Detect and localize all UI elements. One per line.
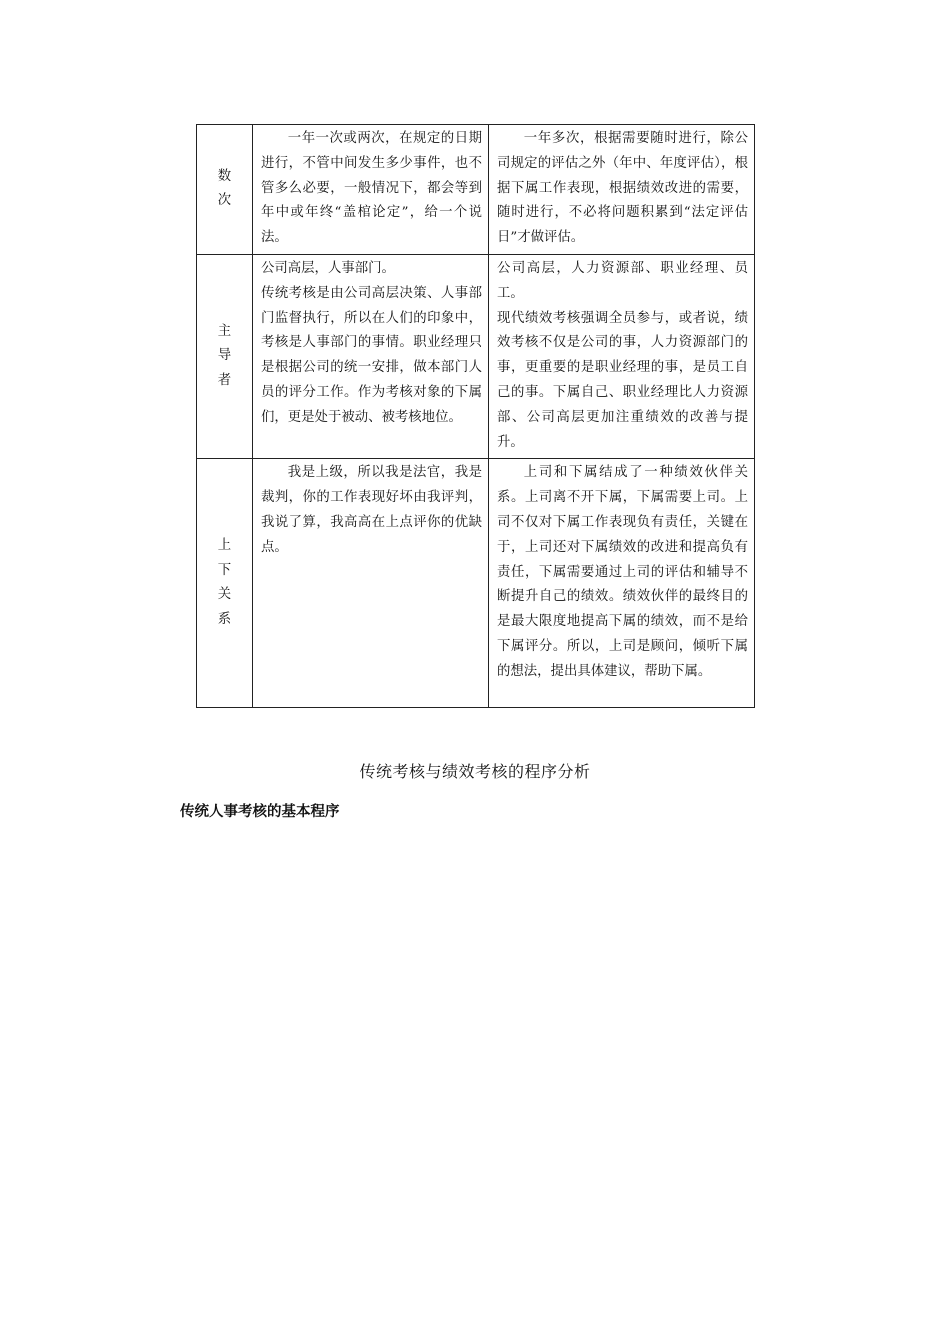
performance-relationship-text: 上司和下属结成了一种绩效伙伴关系。上司离不开下属，下属需要上司。上司不仅对下属工作表现负有责任，关键在于，上司还对下属绩效的改进和提高负有责任，下属需要通过上司的评估和辅导不断提升自己的绩效。绩效伙伴的最终目的是最大限度地提高下属的绩效，而不是给下属评分。所以，上司是顾问，倾听下属的想法，提出具体建议，帮助下属。 — [497, 465, 748, 679]
table-row-frequency — [197, 125, 755, 255]
sub-title: 传统人事考核的基本程序 — [180, 804, 340, 820]
traditional-leader-summary: 公司高层，人事部门。 — [261, 260, 395, 276]
performance-leader-detail: 现代绩效考核强调全员参与，或者说，绩效考核不仅是公司的事，人力资源部门的事，更重要的是职业经理的事，是员工自己的事。下属自己、职业经理比人力资源部、公司高层更加注重绩效的改善与提升。 — [497, 310, 748, 450]
traditional-frequency-text: 一年一次或两次，在规定的日期进行，不管中间发生多少事件，也不管多么必要，一般情况下，都会等到年中或年终“盖棺论定”，给一个说法。 — [261, 131, 482, 246]
table-row-leader — [197, 254, 755, 458]
performance-leader-summary: 公司高层，人力资源部、职业经理、员工。 — [497, 260, 748, 301]
performance-cell — [489, 254, 755, 458]
section-title: 传统考核与绩效考核的程序分析 — [359, 762, 591, 781]
traditional-relationship-text: 我是上级，所以我是法官，我是裁判，你的工作表现好坏由我评判，我说了算，我高高在上点评你的优缺点。 — [261, 465, 482, 555]
row-label-relationship: 上下关系 — [217, 538, 232, 627]
traditional-cell — [253, 254, 489, 458]
row-label-cell — [197, 125, 253, 255]
traditional-leader-detail: 传统考核是由公司高层决策、人事部门监督执行，所以在人们的印象中，考核是人事部门的事情。职业经理只是根据公司的统一安排，做本部门人员的评分工作。作为考核对象的下属们，更是处于被动、被考核地位。 — [261, 285, 482, 425]
performance-cell — [489, 459, 755, 708]
row-label-cell — [197, 459, 253, 708]
performance-cell — [489, 125, 755, 255]
row-label-cell — [197, 254, 253, 458]
table-row-relationship — [197, 459, 755, 708]
row-label-leader: 主导者 — [217, 323, 232, 388]
traditional-cell — [253, 459, 489, 708]
performance-frequency-text: 一年多次，根据需要随时进行，除公司规定的评估之外（年中、年度评估），根据下属工作表现，根据绩效改进的需要，随时进行，不必将问题积累到“法定评估日”才做评估。 — [497, 131, 748, 246]
comparison-table — [196, 124, 755, 708]
row-label-frequency: 数次 — [217, 168, 232, 209]
traditional-cell — [253, 125, 489, 255]
